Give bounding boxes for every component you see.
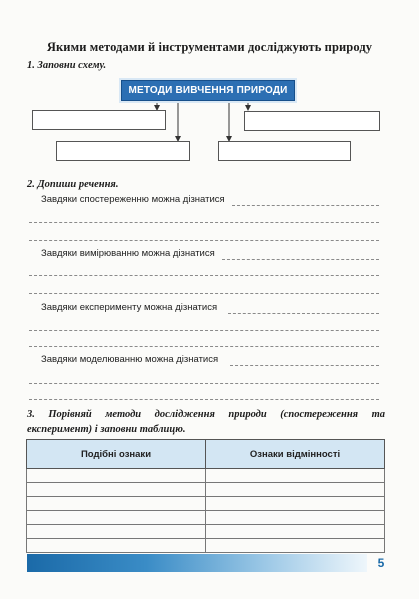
column-header-similar: Подібні ознаки bbox=[27, 440, 206, 469]
answer-line[interactable] bbox=[29, 222, 379, 223]
scheme-answer-box-3[interactable] bbox=[56, 141, 190, 161]
table-cell[interactable] bbox=[27, 497, 206, 511]
table-cell[interactable] bbox=[27, 469, 206, 483]
table-row bbox=[27, 511, 385, 525]
answer-line[interactable] bbox=[232, 205, 379, 206]
answer-line[interactable] bbox=[29, 240, 379, 241]
table-row bbox=[27, 497, 385, 511]
sentence-observation: Завдяки спостереженню можна дізнатися bbox=[41, 194, 225, 205]
sentence-experiment: Завдяки експерименту можна дізнатися bbox=[41, 302, 218, 313]
page-title: Якими методами й інструментами досліджують природу bbox=[46, 40, 373, 54]
table-row bbox=[27, 469, 385, 483]
scheme-answer-box-4[interactable] bbox=[218, 141, 351, 161]
scheme-answer-box-1[interactable] bbox=[32, 110, 166, 130]
answer-line[interactable] bbox=[29, 383, 379, 384]
answer-line[interactable] bbox=[228, 313, 379, 314]
task1-label: 1. Заповни схему. bbox=[27, 60, 107, 71]
answer-line[interactable] bbox=[29, 293, 379, 294]
table-cell[interactable] bbox=[206, 511, 385, 525]
answer-line[interactable] bbox=[29, 346, 379, 347]
table-cell[interactable] bbox=[27, 511, 206, 525]
answer-line[interactable] bbox=[29, 275, 379, 276]
page-number: 5 bbox=[377, 556, 385, 570]
table-row bbox=[27, 539, 385, 553]
answer-line[interactable] bbox=[29, 330, 379, 331]
table-row bbox=[27, 525, 385, 539]
sentence-modeling: Завдяки моделюванню можна дізнатися bbox=[41, 354, 219, 365]
table-cell[interactable] bbox=[206, 483, 385, 497]
answer-line[interactable] bbox=[230, 365, 379, 366]
table-row bbox=[27, 483, 385, 497]
table-cell[interactable] bbox=[27, 539, 206, 553]
column-header-different: Ознаки відмінності bbox=[206, 440, 385, 469]
answer-line[interactable] bbox=[222, 259, 379, 260]
task3-label: 3. Порівняй методи дослідження природи (спостереження та експеримент) і заповни таблицю. bbox=[27, 409, 385, 435]
table-cell[interactable] bbox=[206, 469, 385, 483]
table-cell[interactable] bbox=[27, 525, 206, 539]
task2-label: 2. Допиши речення. bbox=[27, 179, 119, 190]
sentence-measurement: Завдяки вимірюванню можна дізнатися bbox=[41, 248, 215, 259]
table-header-row bbox=[27, 440, 385, 469]
table-cell[interactable] bbox=[206, 525, 385, 539]
table-cell[interactable] bbox=[206, 539, 385, 553]
table-cell[interactable] bbox=[27, 483, 206, 497]
comparison-table bbox=[26, 439, 385, 553]
answer-line[interactable] bbox=[29, 399, 379, 400]
scheme-answer-box-2[interactable] bbox=[244, 111, 380, 131]
footer-bar bbox=[27, 554, 367, 572]
scheme-title-box: МЕТОДИ ВИВЧЕННЯ ПРИРОДИ bbox=[121, 80, 295, 101]
table-cell[interactable] bbox=[206, 497, 385, 511]
